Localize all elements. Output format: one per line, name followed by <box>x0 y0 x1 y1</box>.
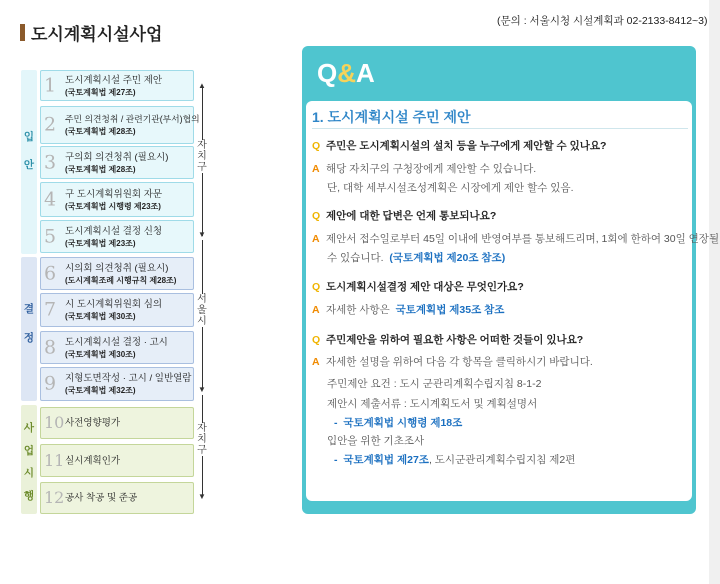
step-law: (국토계획법 제30조) <box>65 312 136 321</box>
answer-2-cont: 수 있습니다. (국토계획법 제20조 참조) <box>327 252 506 264</box>
side-label-seoul: 서 울 시 <box>197 294 207 327</box>
arrow-up-icon: ▲ <box>198 81 206 90</box>
answer-1: A 해당 자치구의 구청장에게 제안할 수 있습니다. <box>312 163 537 175</box>
step-title: 공사 착공 및 준공 <box>65 492 138 504</box>
step-number: 5 <box>44 225 57 247</box>
step-law: (국토계획법 시행령 제23조) <box>65 201 161 211</box>
law-link[interactable]: 국토계획법 제35조 참조 <box>395 304 505 316</box>
step-number: 3 <box>44 151 57 173</box>
phase-char: 업 <box>23 444 35 457</box>
phase-char: 시 <box>23 467 35 479</box>
step-2[interactable] <box>40 106 200 144</box>
step-number: 6 <box>44 262 57 284</box>
arrow-down-icon: ▼ <box>198 385 206 394</box>
law-link[interactable]: 국토계획법 시행령 제18조 <box>343 417 463 429</box>
scrollbar-track[interactable] <box>709 0 720 584</box>
step-title: 실시계획인가 <box>65 455 121 466</box>
phase-char: 행 <box>23 489 35 502</box>
contact-info: (문의 : 서울시청 시설계획과 02-2133-8412~3) <box>497 15 708 27</box>
step-law: (국토계획법 제32조) <box>65 386 136 395</box>
phase-plan <box>21 70 37 254</box>
phase-execution <box>21 405 37 514</box>
step-law: (국토계획법 제27조) <box>65 87 136 97</box>
step-law: (국토계획법 제28조) <box>65 127 136 136</box>
side-label-district: 자 치 구 <box>197 423 207 456</box>
step-title: 도시계획시설 주민 제안 <box>65 74 163 86</box>
step-number: 1 <box>44 74 57 96</box>
step-title: 주민 의견청취 / 관련기관(부서)협의 <box>65 114 200 124</box>
arrow-down-icon: ▼ <box>198 492 206 501</box>
step-1[interactable] <box>40 70 194 101</box>
survey-line[interactable]: 입안을 위한 기초조사 <box>327 435 425 447</box>
step-4[interactable] <box>40 182 194 217</box>
step-title: 도시계획시설 결정 · 고시 <box>65 336 168 348</box>
law-link-row: - 국토계획법 제27조, 도시군관리계획수립지침 제2편 <box>334 454 576 466</box>
answer-4: A 자세한 설명을 위하여 다음 각 항목을 클릭하시기 바랍니다. <box>312 356 593 368</box>
step-title: 시의회 의견청취 (필요시) <box>65 262 169 274</box>
step-3[interactable] <box>40 146 194 179</box>
step-number: 11 <box>44 450 65 470</box>
step-number: 4 <box>44 188 57 210</box>
question-4: Q 주민제안을 위하여 필요한 사항은 어떠한 것들이 있나요? <box>312 334 584 346</box>
step-title: 구의회 의견청취 (필요시) <box>65 151 169 163</box>
qa-heading: 1. 도시계획시설 주민 제안 <box>312 109 471 125</box>
phase-char: 결 <box>23 303 35 315</box>
step-title: 지형도면작성 · 고시 / 일반열람 <box>65 373 192 384</box>
law-link-row: - 국토계획법 시행령 제18조 <box>334 417 463 429</box>
question-3: Q 도시계획시설결정 제안 대상은 무엇인가요? <box>312 281 524 293</box>
step-6[interactable] <box>40 257 194 290</box>
phase-char: 사 <box>23 422 35 434</box>
step-number: 9 <box>44 372 57 395</box>
title-accent-bar <box>20 24 25 41</box>
step-number: 7 <box>44 298 57 321</box>
step-9[interactable] <box>40 367 194 401</box>
step-number: 10 <box>44 413 65 432</box>
law-link[interactable]: 국토계획법 제27조 <box>343 454 429 466</box>
step-5[interactable] <box>40 220 194 253</box>
step-title: 구 도시계획위원회 자문 <box>65 188 163 200</box>
divider <box>312 128 688 129</box>
arrow-down-icon: ▼ <box>198 230 206 239</box>
step-8[interactable] <box>40 331 194 364</box>
step-10[interactable] <box>40 407 194 439</box>
page-title: 도시계획시설사업 <box>31 25 163 44</box>
question-1: Q 주민은 도시계획시설의 설치 등을 누구에게 제안할 수 있나요? <box>312 140 607 152</box>
qa-logo: Q&A <box>317 58 375 88</box>
question-2: Q 제안에 대한 답변은 언제 통보되나요? <box>312 210 497 222</box>
step-law: (도시계획조례 시행규칙 제28조) <box>65 275 177 285</box>
step-11[interactable] <box>40 444 194 477</box>
phase-decision <box>21 257 37 401</box>
requirement-line[interactable]: 주민제안 요건 : 도시 군관리계획수립지침 8-1-2 <box>327 378 542 390</box>
step-law: (국토계획법 제30조) <box>65 349 136 359</box>
step-law: (국토계획법 제28조) <box>65 164 136 174</box>
step-7[interactable] <box>40 293 194 327</box>
step-title: 시 도시계획위원회 심의 <box>65 299 163 310</box>
step-number: 12 <box>44 488 65 507</box>
phase-char: 입 <box>23 131 35 143</box>
step-title: 사전영향평가 <box>65 417 121 429</box>
law-link[interactable]: (국토계획법 제20조 참조) <box>389 252 506 264</box>
documents-line[interactable]: 제안시 제출서류 : 도시계획도서 및 계획설명서 <box>327 398 538 410</box>
answer-1-note: 단, 대학 세부시설조성계획은 시장에게 제안 할수 있음. <box>327 182 574 194</box>
step-number: 8 <box>44 336 57 358</box>
phase-char: 정 <box>23 331 35 344</box>
phase-char: 안 <box>23 158 35 171</box>
step-law: (국토계획법 제23조) <box>65 238 136 248</box>
step-number: 2 <box>44 113 57 136</box>
answer-2: A 제안서 접수일로부터 45일 이내에 반영여부를 통보해드리며, 1회에 한하여 30일 연장될 <box>312 233 720 245</box>
answer-3: A 자세한 사항은 국토계획법 제35조 참조 <box>312 304 505 316</box>
step-title: 도시계획시설 결정 신청 <box>65 225 163 237</box>
side-label-district: 자 치 구 <box>197 140 207 173</box>
step-12[interactable] <box>40 482 194 514</box>
